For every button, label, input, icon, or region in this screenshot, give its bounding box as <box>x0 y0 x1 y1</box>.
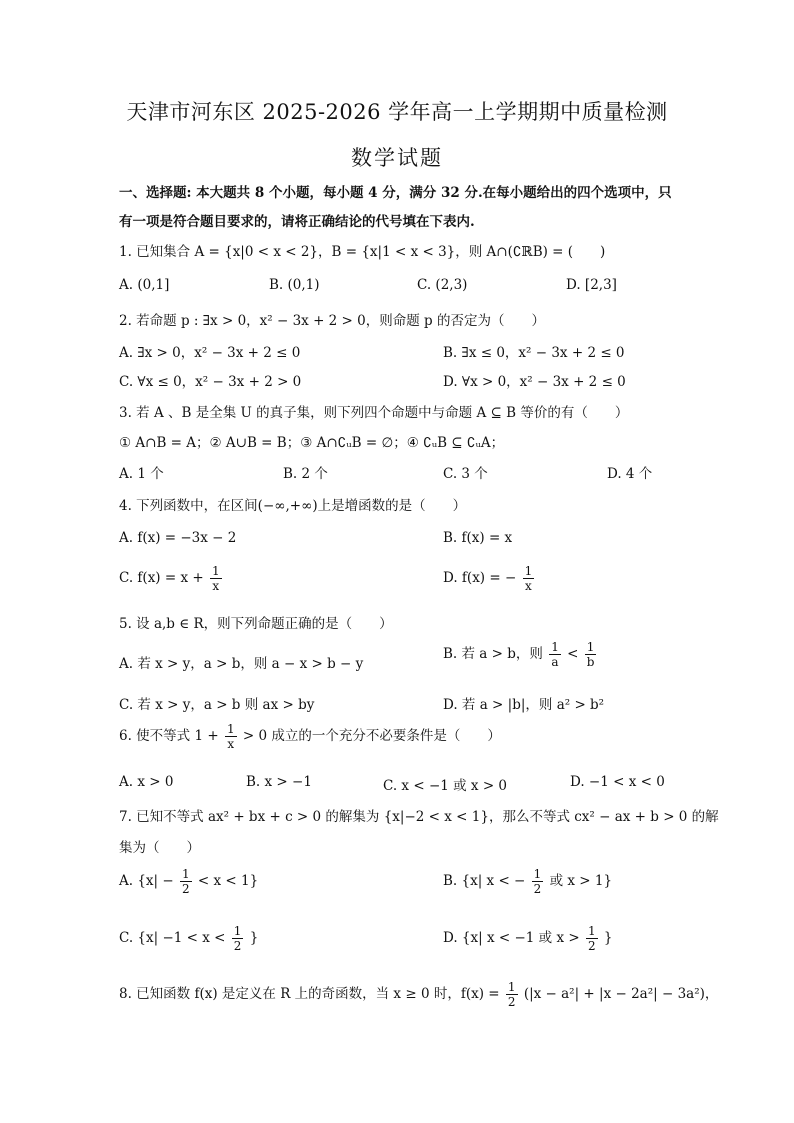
q5-stem: 5. 设 a,b ∈ R，则下列命题正确的是（ ） <box>119 616 393 632</box>
q6-option-d: D. −1 < x < 0 <box>570 774 665 790</box>
q5-option-a: A. 若 x > y，a > b，则 a − x > b − y <box>119 656 364 672</box>
q7-option-c: C. {x| −1 < x < $\frac{1}{2}$ } <box>119 924 259 953</box>
q1-option-b: B. (0,1) <box>269 277 320 293</box>
q3-option-c: C. 3 个 <box>443 466 488 482</box>
q6-option-c: C. x < −1 或 x > 0 <box>383 778 508 794</box>
q7-option-a: A. {x| − $\frac{1}{2}$ < x < 1} <box>119 867 259 896</box>
q7-option-b: B. {x| x < − $\frac{1}{2}$ 或 x > 1} <box>443 867 613 896</box>
q2-stem: 2. 若命题 p : ∃x > 0，x² − 3x + 2 > 0，则命题 p 的否定为（ ） <box>119 313 545 329</box>
fraction: $\frac{1}{2}$ <box>507 980 516 1009</box>
q1-stem: 1. 已知集合 A = {x|0 < x < 2}，B = {x|1 < x < 3}，则 A∩(∁ℝB) = ( ) <box>119 244 606 260</box>
q5-option-b: B. 若 a > b，则 $\frac{1}{a}$ < $\frac{1}{b}$ <box>443 640 595 669</box>
q3-propositions: ① A∩B = A；② A∪B = B；③ A∩∁ᵤB = ∅；④ ∁ᵤB ⊆ ∁ᵤA； <box>119 435 505 451</box>
q7-option-d: D. {x| x < −1 或 x > $\frac{1}{2}$ } <box>443 924 613 953</box>
section-heading-line2: 有一项是符合题目要求的，请将正确结论的代号填在下表内. <box>119 214 475 230</box>
q4-option-a: A. f(x) = −3x − 2 <box>119 530 237 546</box>
q5-option-d: D. 若 a > |b|，则 a² > b² <box>443 697 605 713</box>
fraction: $\frac{1}{2}$ <box>587 924 596 953</box>
exam-title: 天津市河东区 2025-2026 学年高一上学期期中质量检测 <box>126 100 668 124</box>
q7-stem-line1: 7. 已知不等式 ax² + bx + c > 0 的解集为 {x|−2 < x < 1}，那么不等式 cx² − ax + b > 0 的解 <box>119 809 719 825</box>
q3-option-d: D. 4 个 <box>607 466 653 482</box>
q2-option-c: C. ∀x ≤ 0，x² − 3x + 2 > 0 <box>119 374 302 390</box>
q4-stem: 4. 下列函数中，在区间(−∞,+∞)上是增函数的是（ ） <box>119 498 467 514</box>
fraction: $\frac{1}{x}$ <box>211 564 220 593</box>
q5-option-c: C. 若 x > y，a > b 则 ax > by <box>119 697 315 713</box>
q3-option-b: B. 2 个 <box>283 466 328 482</box>
q3-stem: 3. 若 A 、B 是全集 U 的真子集，则下列四个命题中与命题 A ⊆ B 等价的有（ ） <box>119 405 629 421</box>
q3-option-a: A. 1 个 <box>119 466 164 482</box>
fraction: $\frac{1}{x}$ <box>524 564 533 593</box>
q4-option-d: D. f(x) = − $\frac{1}{x}$ <box>443 564 533 593</box>
q8-stem: 8. 已知函数 f(x) 是定义在 R 上的奇函数，当 x ≥ 0 时，f(x) = $\frac{1}{2}$ (|x − a²| + |x − 2a²| − 3a²)， <box>119 980 719 1009</box>
fraction: $\frac{1}{2}$ <box>533 867 542 896</box>
fraction: $\frac{1}{b}$ <box>586 640 595 669</box>
fraction: $\frac{1}{2}$ <box>181 867 190 896</box>
fraction: $\frac{1}{2}$ <box>233 924 242 953</box>
exam-subtitle: 数学试题 <box>351 146 443 170</box>
q6-stem: 6. 使不等式 1 + $\frac{1}{x}$ > 0 成立的一个充分不必要条件是（ ） <box>119 722 501 751</box>
fraction: $\frac{1}{a}$ <box>551 640 559 669</box>
q1-option-c: C. (2,3) <box>417 277 468 293</box>
q2-option-a: A. ∃x > 0，x² − 3x + 2 ≤ 0 <box>119 345 301 361</box>
q1-option-a: A. (0,1] <box>119 277 170 293</box>
section-heading-line1: 一、选择题: 本大题共 8 个小题，每小题 4 分，满分 32 分.在每小题给出的四个选项中，只 <box>119 185 672 201</box>
fraction: $\frac{1}{x}$ <box>226 722 235 751</box>
q6-option-a: A. x > 0 <box>119 774 174 790</box>
q6-option-b: B. x > −1 <box>246 774 312 790</box>
q4-option-b: B. f(x) = x <box>443 530 513 546</box>
q2-option-b: B. ∃x ≤ 0，x² − 3x + 2 ≤ 0 <box>443 345 625 361</box>
q2-option-d: D. ∀x > 0，x² − 3x + 2 ≤ 0 <box>443 374 626 390</box>
q4-option-c: C. f(x) = x + $\frac{1}{x}$ <box>119 564 220 593</box>
q7-stem-line2: 集为（ ） <box>119 840 200 856</box>
q1-option-d: D. [2,3] <box>566 277 617 293</box>
